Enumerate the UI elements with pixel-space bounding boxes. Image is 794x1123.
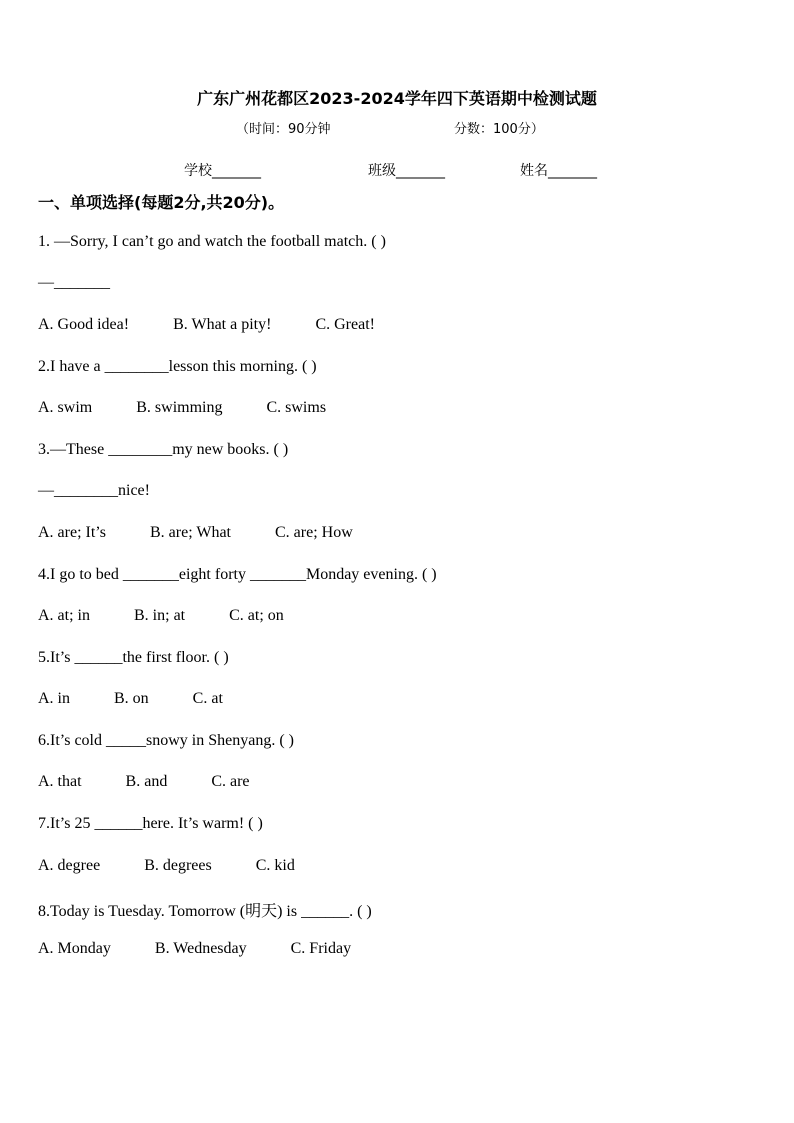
- option[interactable]: B. in; at: [134, 607, 186, 624]
- option[interactable]: A. swim: [38, 399, 93, 416]
- option[interactable]: C. at; on: [229, 607, 284, 624]
- options-6: [38, 773, 294, 791]
- question-3: 3.—These ________my new books. ( ): [38, 441, 289, 458]
- question-5: 5.It’s ______the first floor. ( ): [38, 649, 229, 666]
- time-info: （时间：90分钟: [236, 122, 331, 137]
- option[interactable]: A. degree: [38, 857, 101, 874]
- question-4: 4.I go to bed _______eight forty _______Monday evening. ( ): [38, 566, 437, 583]
- option[interactable]: B. swimming: [136, 399, 223, 416]
- answer-line-1[interactable]: —_______: [38, 274, 110, 291]
- option[interactable]: C. Friday: [290, 940, 352, 957]
- options-7: [38, 857, 339, 875]
- name-field[interactable]: 姓名_______: [520, 163, 597, 179]
- score-info: 分数：100分）: [454, 122, 544, 137]
- option[interactable]: C. are; How: [275, 524, 353, 541]
- option[interactable]: C. kid: [255, 857, 295, 874]
- class-field[interactable]: 班级_______: [368, 163, 445, 179]
- options-2: [38, 399, 370, 417]
- options-1: [38, 316, 419, 334]
- option[interactable]: C. swims: [266, 399, 327, 416]
- option[interactable]: B. are; What: [149, 524, 231, 541]
- option[interactable]: C. at: [192, 690, 223, 707]
- option[interactable]: B. and: [125, 773, 168, 790]
- option[interactable]: B. on: [114, 690, 149, 707]
- question-2: 2.I have a ________lesson this morning. ( ): [38, 358, 317, 375]
- answer-line-3[interactable]: —________nice!: [38, 482, 150, 499]
- section-heading: 一、单项选择(每题2分,共20分)。: [38, 193, 285, 212]
- options-8: [38, 940, 395, 958]
- option[interactable]: A. in: [38, 690, 70, 707]
- options-3: [38, 524, 397, 542]
- options-5: [38, 690, 267, 708]
- question-1: 1. —Sorry, I can’t go and watch the football match. ( ): [38, 233, 386, 250]
- option[interactable]: C. Great!: [315, 316, 375, 333]
- option[interactable]: C. are: [211, 773, 250, 790]
- exam-info: [236, 118, 544, 137]
- option[interactable]: A. at; in: [38, 607, 90, 624]
- option[interactable]: B. degrees: [144, 857, 212, 874]
- question-8: 8.Today is Tuesday. Tomorrow (明天) is ______. ( ): [38, 903, 372, 920]
- option[interactable]: B. What a pity!: [173, 316, 272, 333]
- option[interactable]: A. are; It’s: [38, 524, 106, 541]
- options-4: [38, 607, 328, 625]
- page-title: 广东广州花都区2023-2024学年四下英语期中检测试题: [197, 89, 597, 108]
- option[interactable]: A. Monday: [38, 940, 111, 957]
- question-6: 6.It’s cold _____snowy in Shenyang. ( ): [38, 732, 294, 749]
- option[interactable]: A. that: [38, 773, 82, 790]
- option[interactable]: B. Wednesday: [154, 940, 247, 957]
- school-field[interactable]: 学校_______: [184, 163, 261, 179]
- question-7: 7.It’s 25 ______here. It’s warm! ( ): [38, 815, 263, 832]
- option[interactable]: A. Good idea!: [38, 316, 130, 333]
